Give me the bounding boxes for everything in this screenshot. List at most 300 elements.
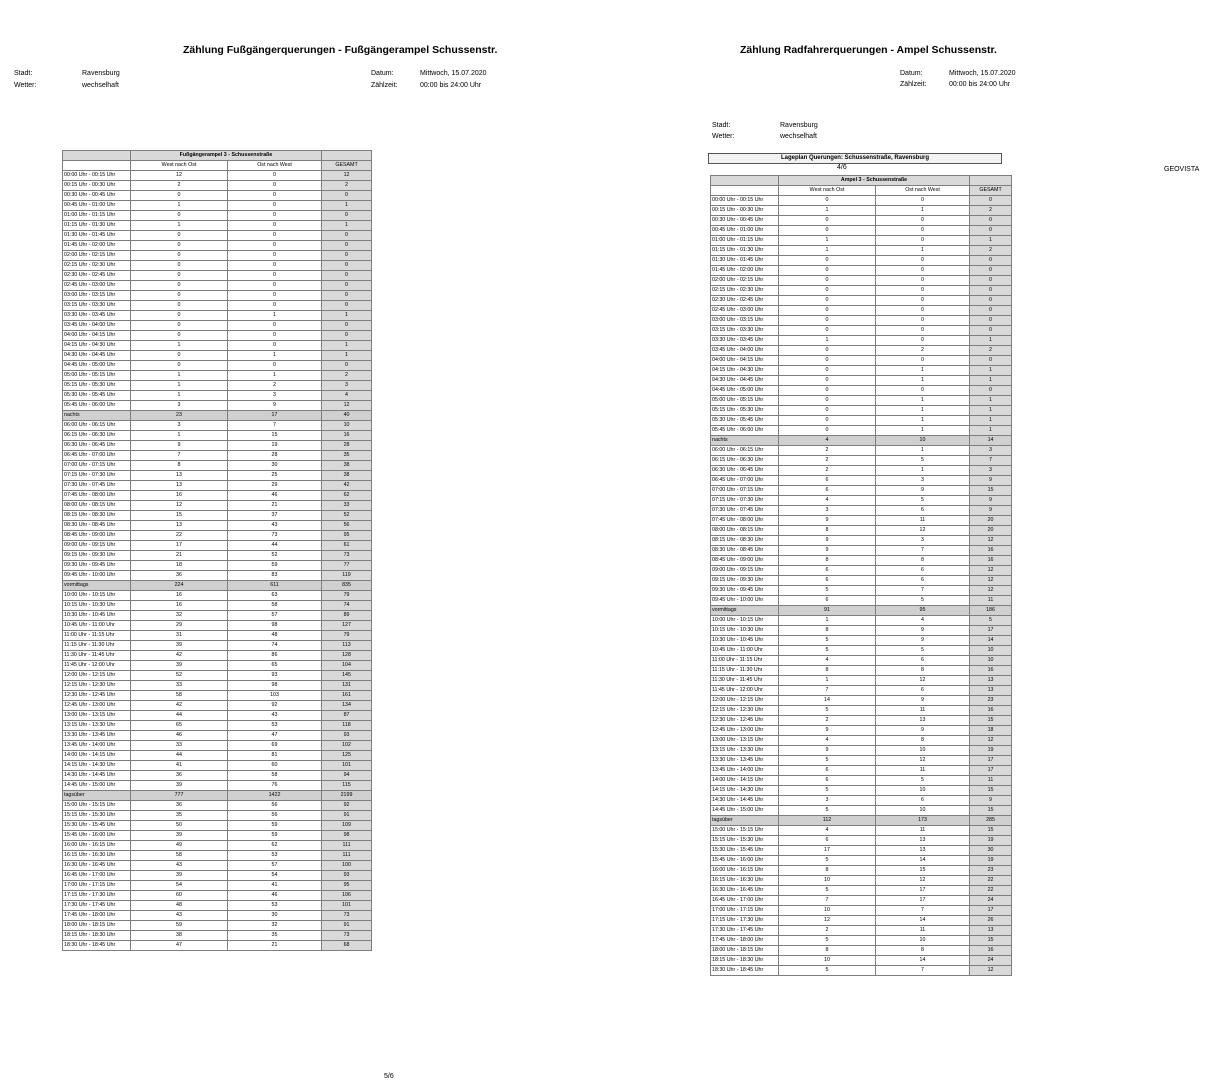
time-interval-cell: tagsüber [63,791,131,801]
west-east-cell: 36 [131,771,228,781]
east-west-cell: 0 [228,191,322,201]
west-east-cell: 0 [779,216,876,226]
gesamt-cell: 186 [970,606,1012,616]
table-row [711,316,1012,326]
east-west-cell: 92 [228,701,322,711]
time-interval-cell: 08:45 Uhr - 09:00 Uhr [63,531,131,541]
east-west-cell: 56 [228,811,322,821]
time-interval-cell: 17:30 Uhr - 17:45 Uhr [711,926,779,936]
east-west-cell: 6 [876,566,970,576]
east-west-cell: 1 [876,366,970,376]
table-row [711,526,1012,536]
east-west-cell: 0 [876,296,970,306]
east-west-cell: 7 [876,546,970,556]
west-east-cell: 224 [131,581,228,591]
table-row [711,736,1012,746]
gesamt-cell: 23 [970,866,1012,876]
east-west-cell: 0 [876,276,970,286]
wetter-label: Wetter: [14,82,37,89]
west-east-cell: 0 [131,241,228,251]
gesamt-cell: 1 [970,426,1012,436]
east-west-cell: 1 [876,406,970,416]
table-row [711,906,1012,916]
column-header: West nach Ost [779,186,876,196]
gesamt-cell: 30 [970,846,1012,856]
table-row [711,856,1012,866]
west-east-cell: 39 [131,641,228,651]
gesamt-cell: 113 [322,641,372,651]
east-west-cell: 7 [228,421,322,431]
east-west-cell: 21 [228,501,322,511]
east-west-cell: 69 [228,741,322,751]
time-interval-cell: 03:45 Uhr - 04:00 Uhr [711,346,779,356]
table-row [711,766,1012,776]
time-interval-cell: 12:15 Uhr - 12:30 Uhr [63,681,131,691]
east-west-cell: 13 [876,836,970,846]
west-east-cell: 0 [779,396,876,406]
gesamt-cell: 3 [322,381,372,391]
table-row [711,646,1012,656]
table-row [63,931,372,941]
east-west-cell: 0 [228,271,322,281]
gesamt-cell: 15 [970,486,1012,496]
east-west-cell: 10 [876,436,970,446]
page-title-right: Zählung Radfahrerquerungen - Ampel Schussenstr. [740,44,997,56]
time-interval-cell: 02:30 Uhr - 02:45 Uhr [711,296,779,306]
west-east-cell: 1 [131,341,228,351]
west-east-cell: 16 [131,491,228,501]
table-row [711,426,1012,436]
gesamt-cell: 1 [970,396,1012,406]
east-west-cell: 6 [876,506,970,516]
table-row [711,596,1012,606]
time-interval-cell: 05:30 Uhr - 05:45 Uhr [711,416,779,426]
west-east-cell: 12 [131,501,228,511]
gesamt-cell: 0 [970,276,1012,286]
west-east-cell: 0 [779,376,876,386]
gesamt-cell: 0 [970,296,1012,306]
time-interval-cell: 08:30 Uhr - 08:45 Uhr [711,546,779,556]
table-row [711,366,1012,376]
count-table-pedestrians [62,150,372,951]
table-row [711,246,1012,256]
west-east-cell: 46 [131,731,228,741]
east-west-cell: 5 [876,456,970,466]
table-row [711,746,1012,756]
east-west-cell: 86 [228,651,322,661]
time-interval-cell: 05:30 Uhr - 05:45 Uhr [63,391,131,401]
east-west-cell: 15 [228,431,322,441]
time-interval-cell: 05:45 Uhr - 06:00 Uhr [711,426,779,436]
column-header: West nach Ost [131,161,228,171]
time-interval-cell: 13:00 Uhr - 13:15 Uhr [711,736,779,746]
gesamt-cell: 118 [322,721,372,731]
time-interval-cell: 04:45 Uhr - 05:00 Uhr [711,386,779,396]
time-interval-cell: 10:00 Uhr - 10:15 Uhr [63,591,131,601]
east-west-cell: 611 [228,581,322,591]
gesamt-cell: 0 [970,216,1012,226]
east-west-cell: 30 [228,911,322,921]
time-interval-cell: 04:15 Uhr - 04:30 Uhr [63,341,131,351]
gesamt-cell: 22 [970,886,1012,896]
table-row [63,921,372,931]
table-row [711,546,1012,556]
time-interval-cell: 02:00 Uhr - 02:15 Uhr [711,276,779,286]
table-row [63,321,372,331]
gesamt-cell: 0 [970,386,1012,396]
west-east-cell: 1 [131,221,228,231]
time-interval-cell: 17:15 Uhr - 17:30 Uhr [711,916,779,926]
time-interval-cell: 11:15 Uhr - 11:30 Uhr [63,641,131,651]
table-row [63,821,372,831]
gesamt-cell: 12 [970,566,1012,576]
east-west-cell: 98 [228,621,322,631]
west-east-cell: 42 [131,651,228,661]
time-interval-cell: 15:00 Uhr - 15:15 Uhr [63,801,131,811]
gesamt-cell: 15 [970,786,1012,796]
table-row [711,826,1012,836]
gesamt-cell: 15 [970,826,1012,836]
gesamt-cell: 92 [322,801,372,811]
gesamt-cell: 127 [322,621,372,631]
gesamt-cell: 13 [970,686,1012,696]
east-west-cell: 10 [876,786,970,796]
table-row [63,521,372,531]
table-row [711,456,1012,466]
time-interval-cell: vormittags [63,581,131,591]
west-east-cell: 2 [779,446,876,456]
east-west-cell: 53 [228,851,322,861]
time-interval-cell: 10:30 Uhr - 10:45 Uhr [711,636,779,646]
east-west-cell: 1 [876,466,970,476]
gesamt-cell: 11 [970,596,1012,606]
table-row [63,911,372,921]
east-west-cell: 59 [228,831,322,841]
west-east-cell: 0 [779,426,876,436]
east-west-cell: 0 [876,226,970,236]
table-row [63,771,372,781]
time-interval-cell: 17:00 Uhr - 17:15 Uhr [63,881,131,891]
time-interval-cell: 10:45 Uhr - 11:00 Uhr [63,621,131,631]
east-west-cell: 0 [228,241,322,251]
column-header: Ost nach West [228,161,322,171]
east-west-cell: 0 [876,256,970,266]
west-east-cell: 1 [779,676,876,686]
west-east-cell: 36 [131,571,228,581]
time-interval-cell: 16:45 Uhr - 17:00 Uhr [711,896,779,906]
west-east-cell: 9 [779,516,876,526]
table-row [711,626,1012,636]
west-east-cell: 0 [779,306,876,316]
west-east-cell: 7 [779,686,876,696]
east-west-cell: 35 [228,931,322,941]
table-row [711,276,1012,286]
gesamt-cell: 128 [322,651,372,661]
east-west-cell: 1 [876,246,970,256]
east-west-cell: 17 [876,896,970,906]
time-interval-cell: 09:15 Uhr - 09:30 Uhr [711,576,779,586]
west-east-cell: 4 [779,736,876,746]
time-interval-cell: 10:45 Uhr - 11:00 Uhr [711,646,779,656]
gesamt-cell: 101 [322,761,372,771]
time-interval-cell: 05:00 Uhr - 05:15 Uhr [63,371,131,381]
gesamt-cell: 1 [970,376,1012,386]
east-west-cell: 29 [228,481,322,491]
gesamt-cell: 79 [322,591,372,601]
time-interval-cell: 02:45 Uhr - 03:00 Uhr [711,306,779,316]
table-row [63,681,372,691]
gesamt-cell: 0 [322,301,372,311]
east-west-cell: 14 [876,956,970,966]
table-row [63,831,372,841]
time-interval-cell: 03:30 Uhr - 03:45 Uhr [63,311,131,321]
gesamt-cell: 115 [322,781,372,791]
time-interval-cell: 06:00 Uhr - 06:15 Uhr [63,421,131,431]
time-interval-cell: 04:00 Uhr - 04:15 Uhr [711,356,779,366]
east-west-cell: 15 [876,866,970,876]
west-east-cell: 4 [779,826,876,836]
gesamt-cell: 9 [970,506,1012,516]
page-number: 5/6 [384,1073,394,1080]
time-interval-cell: 13:45 Uhr - 14:00 Uhr [711,766,779,776]
table-row [711,696,1012,706]
gesamt-cell: 104 [322,661,372,671]
table-row [711,256,1012,266]
table-row [63,401,372,411]
table-row [63,731,372,741]
west-east-cell: 43 [131,861,228,871]
east-west-cell: 9 [876,726,970,736]
gesamt-cell: 16 [970,666,1012,676]
west-east-cell: 6 [779,476,876,486]
east-west-cell: 1 [876,396,970,406]
west-east-cell: 6 [779,566,876,576]
summary-row [711,606,1012,616]
table-row [63,541,372,551]
gesamt-cell: 73 [322,911,372,921]
west-east-cell: 9 [779,546,876,556]
table-row [711,506,1012,516]
west-east-cell: 5 [779,636,876,646]
gesamt-cell: 1 [322,221,372,231]
gesamt-cell: 9 [970,476,1012,486]
time-interval-cell: 00:45 Uhr - 01:00 Uhr [63,201,131,211]
time-interval-cell: 10:15 Uhr - 10:30 Uhr [63,601,131,611]
time-interval-cell: 01:00 Uhr - 01:15 Uhr [711,236,779,246]
table-row [711,726,1012,736]
east-west-cell: 9 [876,636,970,646]
table-row [63,891,372,901]
time-interval-cell: 05:15 Uhr - 05:30 Uhr [711,406,779,416]
gesamt-cell: 131 [322,681,372,691]
west-east-cell: 0 [779,296,876,306]
time-interval-cell: 02:15 Uhr - 02:30 Uhr [63,261,131,271]
west-east-cell: 10 [779,956,876,966]
west-east-cell: 65 [131,721,228,731]
gesamt-cell: 12 [970,536,1012,546]
gesamt-cell: 14 [970,436,1012,446]
table-row [711,956,1012,966]
east-west-cell: 0 [228,221,322,231]
west-east-cell: 16 [131,601,228,611]
time-interval-cell: 16:45 Uhr - 17:00 Uhr [63,871,131,881]
time-interval-cell: 10:30 Uhr - 10:45 Uhr [63,611,131,621]
time-interval-cell: 15:15 Uhr - 15:30 Uhr [711,836,779,846]
gesamt-cell: 94 [322,771,372,781]
table-row [63,481,372,491]
time-interval-cell: 03:45 Uhr - 04:00 Uhr [63,321,131,331]
table-row [63,361,372,371]
table-row [63,561,372,571]
gesamt-cell: 91 [322,921,372,931]
table-row [711,266,1012,276]
table-row [711,896,1012,906]
west-east-cell: 8 [779,556,876,566]
west-east-cell: 112 [779,816,876,826]
gesamt-cell: 0 [322,291,372,301]
table-row [711,566,1012,576]
table-row [711,356,1012,366]
time-interval-cell: 15:30 Uhr - 15:45 Uhr [63,821,131,831]
gesamt-cell: 101 [322,901,372,911]
west-east-cell: 9 [779,746,876,756]
table-row [63,801,372,811]
time-interval-cell: 13:15 Uhr - 13:30 Uhr [711,746,779,756]
gesamt-cell: 12 [970,586,1012,596]
gesamt-cell: 16 [970,706,1012,716]
time-interval-cell: 07:15 Uhr - 07:30 Uhr [711,496,779,506]
east-west-cell: 6 [876,686,970,696]
table-row [63,761,372,771]
table-row [711,416,1012,426]
table-row [63,851,372,861]
gesamt-cell: 15 [970,806,1012,816]
gesamt-cell: 100 [322,861,372,871]
west-east-cell: 1 [131,371,228,381]
time-interval-cell: 01:30 Uhr - 01:45 Uhr [711,256,779,266]
west-east-cell: 13 [131,471,228,481]
east-west-cell: 12 [876,756,970,766]
time-interval-cell: 18:00 Uhr - 18:15 Uhr [711,946,779,956]
gesamt-cell: 0 [970,326,1012,336]
gesamt-cell: 4 [322,391,372,401]
west-east-cell: 0 [779,266,876,276]
table-row [63,371,372,381]
time-interval-cell: 17:30 Uhr - 17:45 Uhr [63,901,131,911]
table-row [711,486,1012,496]
west-east-cell: 50 [131,821,228,831]
east-west-cell: 13 [876,846,970,856]
table-row [63,811,372,821]
time-interval-cell: tagsüber [711,816,779,826]
gesamt-cell: 106 [322,891,372,901]
time-interval-cell: 06:45 Uhr - 07:00 Uhr [63,451,131,461]
table-row [711,576,1012,586]
gesamt-cell: 835 [322,581,372,591]
gesamt-cell: 0 [322,191,372,201]
east-west-cell: 0 [876,336,970,346]
time-interval-cell: 03:15 Uhr - 03:30 Uhr [63,301,131,311]
time-interval-cell: 08:15 Uhr - 08:30 Uhr [63,511,131,521]
east-west-cell: 2 [228,381,322,391]
lageplan-banner: Lageplan Querungen: Schussenstraße, Ravensburg [708,153,1002,164]
table-row [63,171,372,181]
west-east-cell: 31 [131,631,228,641]
west-east-cell: 9 [779,726,876,736]
east-west-cell: 28 [228,451,322,461]
gesamt-cell: 73 [322,931,372,941]
table-row [711,516,1012,526]
table-row [711,806,1012,816]
west-east-cell: 0 [131,261,228,271]
gesamt-cell: 1 [322,341,372,351]
gesamt-cell: 95 [322,531,372,541]
west-east-cell: 6 [779,596,876,606]
table-row [63,461,372,471]
east-west-cell: 0 [876,306,970,316]
time-interval-cell: 02:00 Uhr - 02:15 Uhr [63,251,131,261]
time-interval-cell: 09:45 Uhr - 10:00 Uhr [63,571,131,581]
zaehlzeit-label-right: Zählzeit: [900,81,927,88]
gesamt-cell: 15 [970,716,1012,726]
west-east-cell: 9 [131,441,228,451]
west-east-cell: 2 [779,466,876,476]
table-row [711,756,1012,766]
gesamt-cell: 2 [970,246,1012,256]
gesamt-cell: 16 [970,946,1012,956]
gesamt-cell: 5 [970,616,1012,626]
east-west-cell: 0 [228,211,322,221]
east-west-cell: 0 [228,321,322,331]
table-row [63,551,372,561]
east-west-cell: 1 [228,371,322,381]
west-east-cell: 0 [779,196,876,206]
gesamt-cell: 10 [970,656,1012,666]
stadt-label-right: Stadt: [712,122,731,129]
gesamt-cell: 1 [970,416,1012,426]
table-row [63,451,372,461]
west-east-cell: 12 [779,916,876,926]
west-east-cell: 17 [131,541,228,551]
time-interval-cell: 03:00 Uhr - 03:15 Uhr [711,316,779,326]
west-east-cell: 39 [131,871,228,881]
time-interval-cell: 18:30 Uhr - 18:45 Uhr [711,966,779,976]
table-row [711,886,1012,896]
gesamt-cell: 0 [322,261,372,271]
table-row [63,261,372,271]
group-header: Fußgängerampel 3 - Schussenstraße [131,151,322,161]
gesamt-cell: 3 [970,466,1012,476]
gesamt-cell: 0 [322,231,372,241]
west-east-cell: 0 [131,291,228,301]
zaehlzeit-value: 00:00 bis 24:00 Uhr [420,82,482,89]
table-row [63,231,372,241]
time-interval-cell: 12:45 Uhr - 13:00 Uhr [711,726,779,736]
time-interval-cell: 01:30 Uhr - 01:45 Uhr [63,231,131,241]
table-row [63,721,372,731]
east-west-cell: 76 [228,781,322,791]
table-row [63,501,372,511]
time-interval-cell: 17:00 Uhr - 17:15 Uhr [711,906,779,916]
time-interval-cell: vormittags [711,606,779,616]
table-row [711,286,1012,296]
stadt-value-right: Ravensburg [780,122,818,129]
time-interval-cell: 04:30 Uhr - 04:45 Uhr [63,351,131,361]
east-west-cell: 44 [228,541,322,551]
table-row [63,531,372,541]
west-east-cell: 8 [779,946,876,956]
gesamt-cell: 38 [322,461,372,471]
